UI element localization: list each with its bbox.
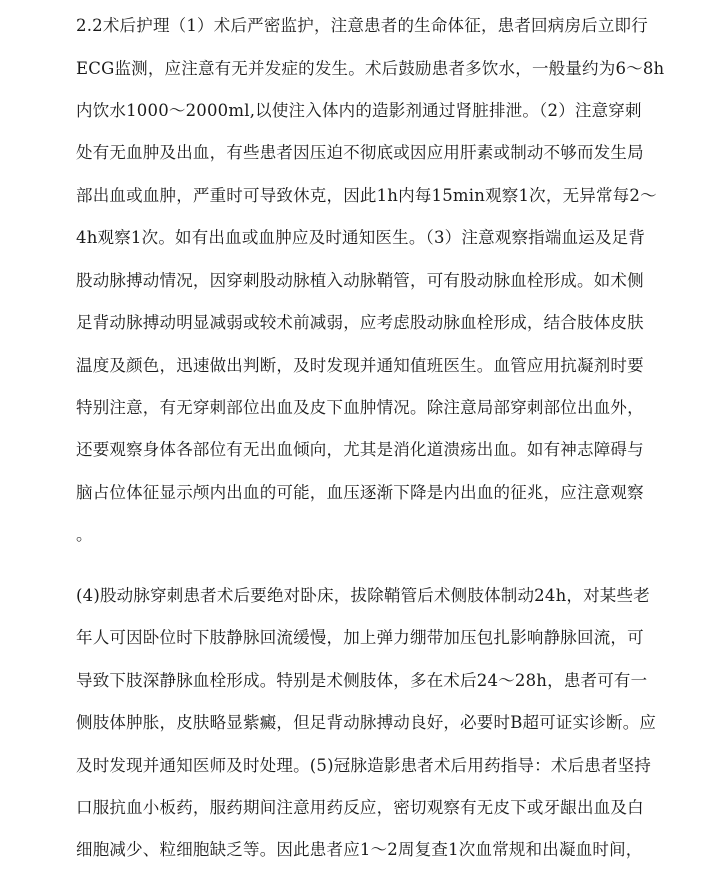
paragraph-1-line-7: 股动脉搏动情况，因穿刺股动脉植入动脉鞘管，可有股动脉血栓形成。如术侧 [76,271,644,290]
paragraph-2-line-2: 年人可因卧位时下肢静脉回流缓慢，加上弹力绷带加压包扎影响静脉回流，可 [76,628,644,647]
paragraph-1-line-10: 特别注意，有无穿刺部位出血及皮下血肿情况。除注意局部穿刺部位出血外， [76,398,644,417]
paragraph-2-line-4: 侧肢体肿胀，皮肤略显紫癜，但足背动脉搏动良好，必要时B超可证实诊断。应 [76,713,657,732]
paragraph-2-line-6: 口服抗血小板药，服药期间注意用药反应，密切观察有无皮下或牙龈出血及白 [76,798,644,817]
paragraph-2-line-5: 及时发现并通知医师及时处理。(5)冠脉造影患者术后用药指导：术后患者坚持 [76,756,652,775]
paragraph-1-line-9: 温度及颜色，迅速做出判断，及时发现并通知值班医生。血管应用抗凝剂时要 [76,356,644,375]
paragraph-1-line-1: 2.2术后护理（1）术后严密监护，注意患者的生命体征，患者回病房后立即行 [76,16,648,35]
paragraph-1-line-4: 处有无血肿及出血，有些患者因压迫不彻底或因应用肝素或制动不够而发生局 [76,143,644,162]
paragraph-1-line-6: 4h观察1次。如有出血或血肿应及时通知医生。（3）注意观察指端血运及足背 [76,228,646,247]
paragraph-1-line-11: 还要观察身体各部位有无出血倾向，尤其是消化道溃疡出血。如有神志障碍与 [76,440,644,459]
paragraph-1-line-2: ECG监测，应注意有无并发症的发生。术后鼓励患者多饮水，一般量约为6～8h [76,59,665,78]
paragraph-1-line-3: 内饮水1000～2000ml,以使注入体内的造影剂通过肾脏排泄。（2）注意穿刺 [76,101,642,120]
paragraph-2-line-3: 导致下肢深静脉血栓形成。特别是术侧肢体，多在术后24～28h，患者可有一 [76,671,648,690]
paragraph-2-line-1: (4)股动脉穿刺患者术后要绝对卧床，拔除鞘管后术侧肢体制动24h，对某些老 [76,586,650,605]
paragraph-1-line-12: 脑占位体征显示颅内出血的可能，血压逐渐下降是内出血的征兆，应注意观察 [76,483,644,502]
paragraph-1-line-8: 足背动脉搏动明显减弱或较术前减弱，应考虑股动脉血栓形成，结合肢体皮肤 [76,313,644,332]
paragraph-1-line-13: 。 [76,525,93,544]
paragraph-1-line-5: 部出血或血肿，严重时可导致休克，因此1h内每15min观察1次，无异常每2～ [76,186,657,205]
paragraph-2-line-7: 细胞减少、粒细胞缺乏等。因此患者应1～2周复查1次血常规和出凝血时间， [76,840,643,859]
